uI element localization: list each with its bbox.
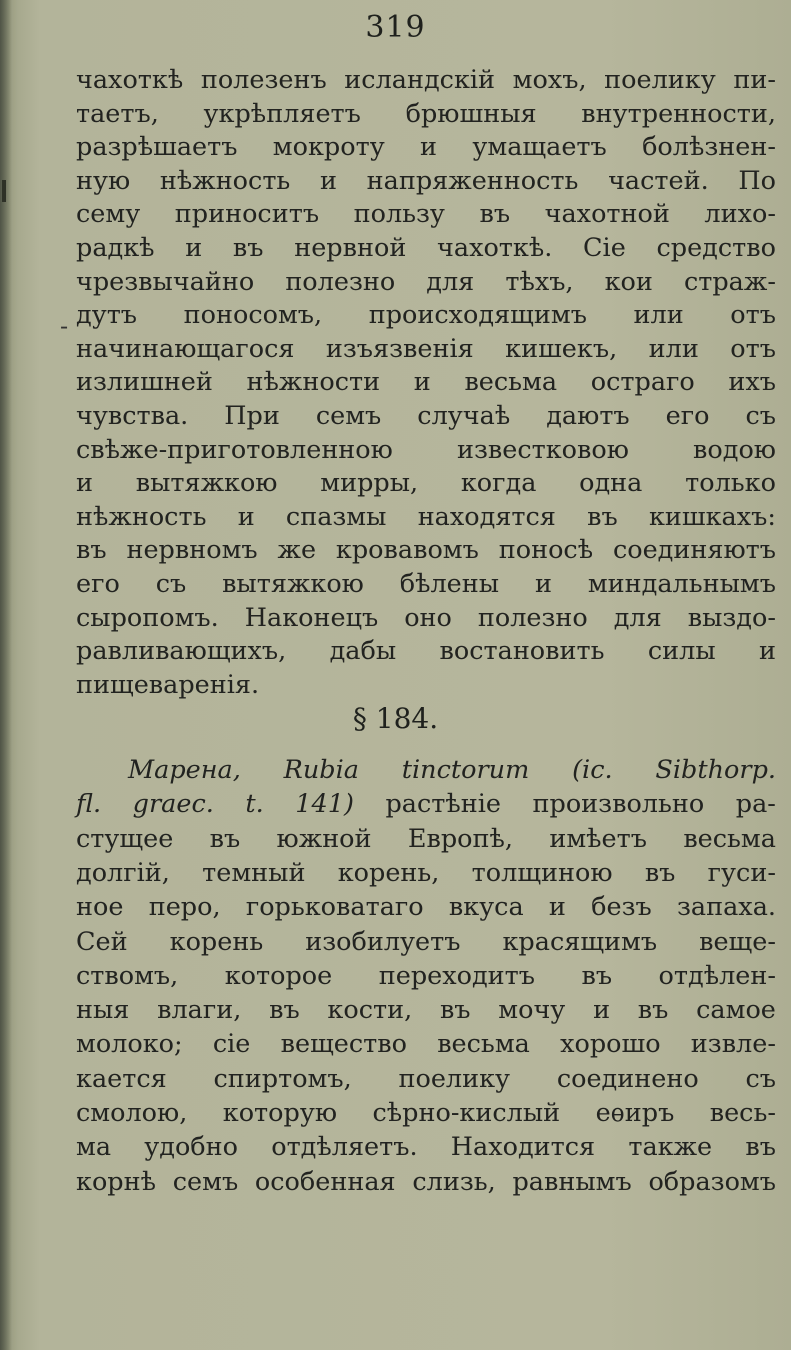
text-line: радкѣ и въ нервной чахоткѣ. Сіе средство — [76, 233, 776, 263]
text-line: молоко; сіе вещество весьма хорошо извле- — [76, 1029, 776, 1060]
text-line: Марена, Rubia tinctorum (ic. Sibthorp. — [128, 755, 776, 785]
text-line: сему приноситъ пользу въ чахотной лихо- — [76, 199, 776, 230]
text-line: его съ вытяжкою бѣлены и миндальнымъ — [76, 569, 776, 599]
text-line: долгій, темный корень, толщиною въ гуси- — [76, 857, 776, 888]
text-line: ма удобно отдѣляетъ. Находится также въ — [76, 1132, 776, 1163]
text-line: свѣже-приготовленною известковою водою — [76, 434, 776, 465]
text-line: ныя влаги, въ кости, въ мочу и въ самое — [76, 995, 776, 1026]
text-line: въ нервномъ же кровавомъ поносѣ соединяютъ — [76, 535, 776, 566]
text-line: пищеваренія. — [76, 669, 260, 700]
text-line: разрѣшаетъ мокроту и умащаетъ болѣзнен- — [76, 132, 776, 163]
text-line: стущее въ южной Европѣ, имѣетъ весьма — [76, 823, 776, 854]
text-line: чрезвычайно полезно для тѣхъ, кои страж- — [76, 266, 776, 297]
text-line: fl. graec. t. 141) растѣніе произвольно ра- — [76, 789, 776, 820]
text-line: чахоткѣ полезенъ исландскій мохъ, поелику пи- — [76, 65, 776, 95]
text-line: равливающихъ, дабы востановить силы и — [76, 636, 776, 667]
text-line: кается спиртомъ, поелику соединено съ — [76, 1063, 776, 1094]
text-line: излишней нѣжности и весьма остраго ихъ — [76, 367, 776, 398]
text-line: чувства. При семъ случаѣ даютъ его съ — [76, 401, 776, 431]
text-line: смолою, которую сѣрно-кислый еѳиръ весь- — [76, 1098, 776, 1128]
text-line: Сей корень изобилуетъ красящимъ веще- — [76, 926, 776, 957]
page-gutter-shadow — [0, 0, 12, 1350]
text-line: ную нѣжность и напряженность частей. По — [76, 165, 776, 196]
text-line: ствомъ, которое переходитъ въ отдѣлен- — [76, 960, 776, 991]
text-line: и вытяжкою мирры, когда одна только — [76, 468, 776, 499]
text-line: ное перо, горьковатаго вкуса и безъ запаха. — [76, 892, 776, 923]
text-line: начинающагося изъязвенія кишекъ, или отъ — [76, 333, 776, 364]
margin-dash-mark: - — [60, 312, 69, 340]
margin-tick-mark — [2, 180, 6, 202]
page-number: 319 — [365, 10, 426, 45]
text-line: нѣжность и спазмы находятся въ кишкахъ: — [76, 501, 776, 532]
text-line: сыропомъ. Наконецъ оно полезно для выздо- — [76, 602, 776, 633]
text-line: дутъ поносомъ, происходящимъ или отъ — [76, 300, 776, 331]
text-line: таетъ, укрѣпляетъ брюшныя внутренности, — [76, 98, 776, 129]
section-heading: § 184. — [352, 702, 439, 735]
text-line: корнѣ семъ особенная слизь, равнымъ образомъ — [76, 1166, 776, 1197]
